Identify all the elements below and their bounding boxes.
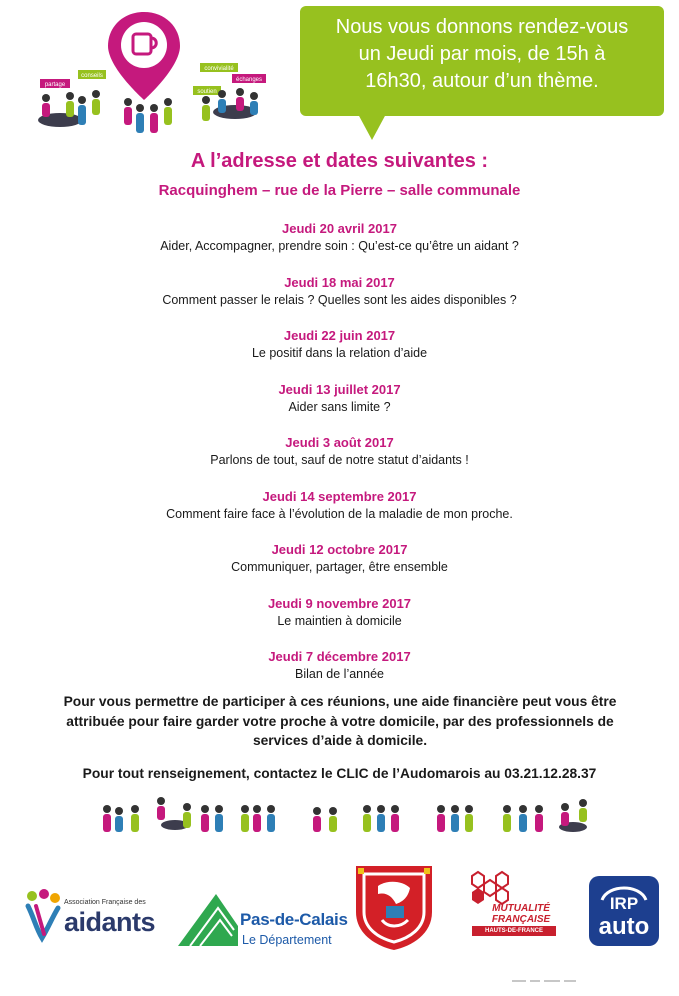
event-topic: Bilan de l’année [295, 667, 384, 681]
event-topic: Comment passer le relais ? Quelles sont les aides disponibles ? [162, 292, 517, 307]
event-item [0, 488, 679, 542]
afa-logo-name: aidants [64, 907, 156, 937]
info-line: services d’aide à domicile. [252, 733, 428, 748]
event-date: Jeudi 18 mai 2017 [284, 274, 395, 290]
afa-logo-caption: Association Française des [64, 899, 146, 906]
venue-address: Racquinghem – rue de la Pierre – salle communale [158, 182, 521, 199]
tag-partage: partage [44, 82, 66, 88]
event-item [0, 327, 679, 381]
bubble-line: Nous vous donnons rendez-vous [335, 16, 629, 38]
event-date: Jeudi 22 juin 2017 [283, 328, 396, 343]
irp-logo-text-auto: auto [598, 913, 650, 940]
event-date: Jeudi 13 juillet 2017 [278, 381, 401, 397]
event-date: Jeudi 7 décembre 2017 [268, 649, 411, 664]
page-title: A l’adresse et dates suivantes : [190, 150, 489, 172]
mutualite-logo-name-line: FRANÇAISE [491, 914, 551, 925]
event-topic: Aider sans limite ? [288, 399, 391, 414]
event-item [0, 541, 679, 595]
contact-info: Pour tout renseignement, contactez le CLIC de l’Audomarois au 03.21.12.28.37 [82, 766, 597, 781]
event-topic: Le maintien à domicile [277, 613, 402, 628]
event-date: Jeudi 14 septembre 2017 [262, 488, 417, 504]
footer-mark [512, 978, 582, 984]
financial-aid-info [40, 692, 640, 751]
info-line: attribuée pour faire garder votre proche à votre domicile, par des professionnels de [66, 713, 614, 729]
bubble-line: 16h30, autour d’un thème. [365, 70, 599, 92]
event-topic: Communiquer, partager, être ensemble [231, 560, 448, 574]
tag-conseils: conseils [81, 73, 103, 79]
pas-de-calais-logo-name: Pas-de-Calais [240, 910, 348, 929]
speech-bubble-tail [358, 114, 386, 140]
event-date: Jeudi 3 août 2017 [285, 435, 394, 450]
event-topic: Le positif dans la relation d’aide [251, 346, 428, 360]
event-item [0, 595, 679, 649]
pas-de-calais-logo-subtitle: Le Département [242, 933, 332, 947]
event-date: Jeudi 20 avril 2017 [282, 221, 397, 236]
tag-soutien: soutien [197, 89, 217, 95]
event-item [0, 220, 679, 274]
tag-echanges: échanges [235, 77, 263, 83]
irp-logo-text: IRP [609, 894, 639, 913]
event-item [0, 381, 679, 435]
mutualite-logo-region: HAUTS-DE-FRANCE [472, 926, 556, 936]
event-list [0, 220, 679, 702]
event-topic: Parlons de tout, sauf de notre statut d’aidants ! [210, 453, 469, 467]
event-item [0, 274, 679, 328]
bubble-line: un Jeudi par mois, de 15h à [358, 43, 606, 65]
info-line: Pour vous permettre de participer à ces réunions, une aide financière peut vous être [63, 694, 617, 709]
mutualite-logo-name [466, 903, 576, 925]
event-topic: Aider, Accompagner, prendre soin : Qu’est-ce qu’être un aidant ? [160, 239, 519, 253]
speech-bubble [300, 6, 664, 116]
event-date: Jeudi 9 novembre 2017 [267, 595, 412, 611]
event-date: Jeudi 12 octobre 2017 [271, 542, 408, 557]
tag-convivialite: convivialité [204, 66, 234, 72]
people-decoration [95, 795, 595, 840]
event-topic: Comment faire face à l’évolution de la maladie de mon proche. [166, 506, 513, 521]
mutualite-logo-name-line: MUTUALITÉ [492, 903, 550, 914]
event-item [0, 434, 679, 488]
coat-of-arms-logo [352, 862, 436, 952]
header-illustration [30, 8, 270, 138]
